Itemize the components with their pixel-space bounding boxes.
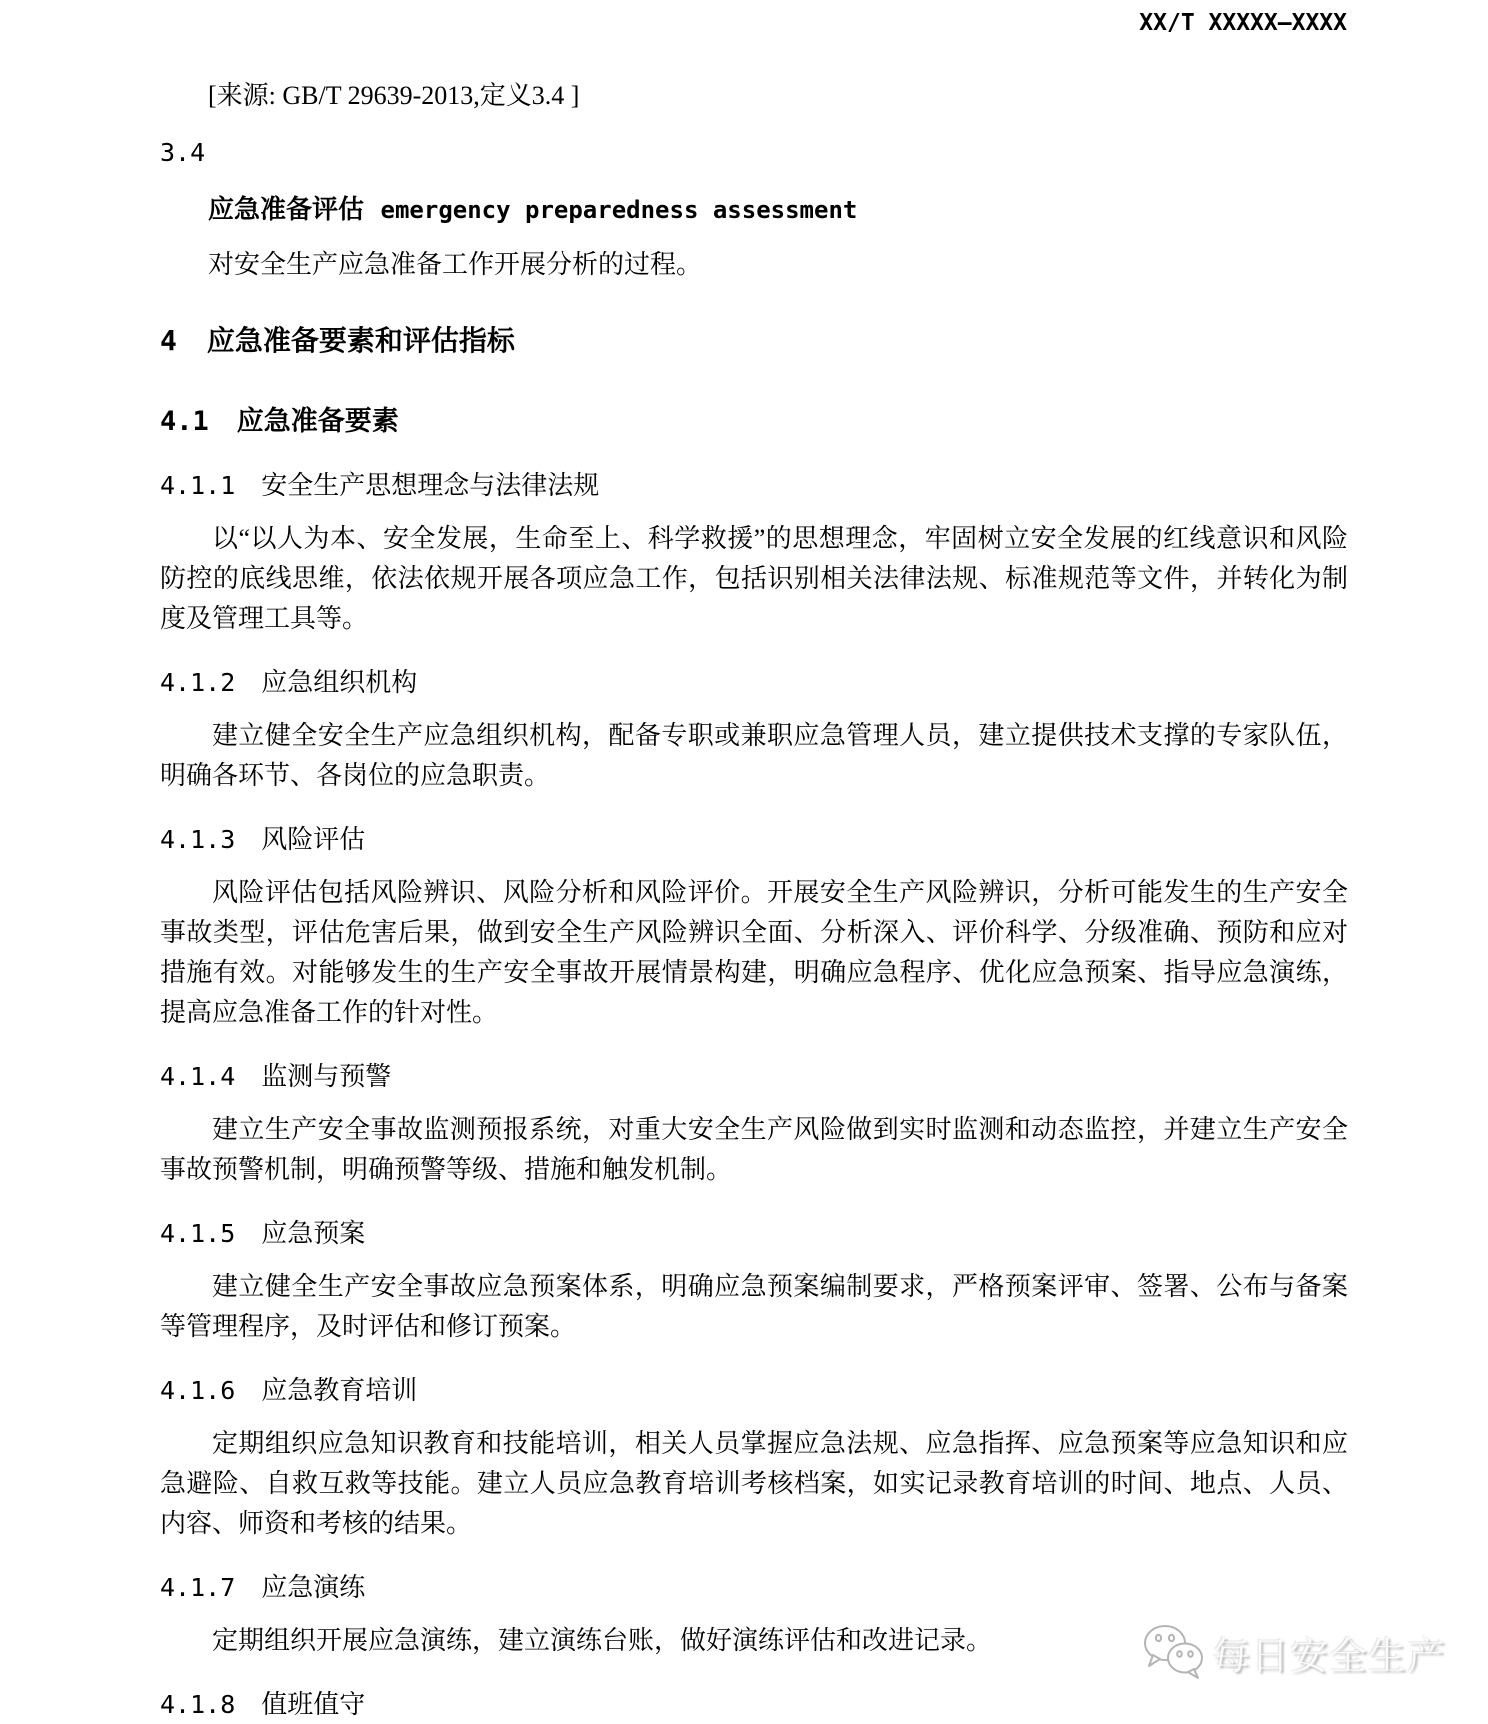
document-content <box>160 0 1348 1724</box>
clause-4-1-2 <box>160 663 1348 796</box>
clause-4-1-5 <box>160 1214 1348 1347</box>
section-title: 应急准备要素 <box>236 406 399 436</box>
clause-title: 应急预案 <box>261 1219 366 1248</box>
clause-heading <box>160 820 1348 860</box>
chapter-title: 应急准备要素和评估指标 <box>206 326 515 357</box>
source-note: [来源: GB/T 29639-2013,定义3.4 ] <box>208 81 580 110</box>
term-en: emergency preparedness assessment <box>380 196 858 224</box>
clause-heading <box>160 1568 1348 1608</box>
term-number: 3.4 <box>160 138 206 167</box>
clause-number: 4.1.6 <box>160 1376 236 1405</box>
clause-number: 4.1.1 <box>160 471 236 500</box>
clause-4-1-8 <box>160 1685 1348 1724</box>
clause-title: 风险评估 <box>261 825 366 854</box>
clause-body: 定期组织应急知识教育和技能培训，相关人员掌握应急法规、应急指挥、应急预案等应急知识和应急避险、自救互救等技能。建立人员应急教育培训考核档案，如实记录教育培训的时间、地点、人员、内容、师资和考核的结果。 <box>160 1429 1348 1538</box>
clause-body: 以“以人为本、安全发展，生命至上、科学救援”的思想理念，牢固树立安全发展的红线意识和风险防控的底线思维，依法依规开展各项应急工作，包括识别相关法律法规、标准规范等文件，并转化为制度及管理工具等。 <box>160 524 1348 633</box>
clause-4-1-3 <box>160 820 1348 1033</box>
term-line <box>160 190 1348 230</box>
clause-4-1-1 <box>160 466 1348 639</box>
clause-body: 建立健全安全生产应急组织机构，配备专职或兼职应急管理人员，建立提供技术支撑的专家队伍，明确各环节、各岗位的应急职责。 <box>160 721 1348 790</box>
watermark <box>1142 1622 1446 1682</box>
clause-title: 监测与预警 <box>261 1062 392 1091</box>
clause-title: 应急教育培训 <box>261 1376 418 1405</box>
clause-body: 建立健全生产安全事故应急预案体系，明确应急预案编制要求，严格预案评审、签署、公布与备案等管理程序，及时评估和修订预案。 <box>160 1272 1348 1341</box>
clause-body: 定期组织开展应急演练，建立演练台账，做好演练评估和改进记录。 <box>212 1626 993 1655</box>
clause-title: 安全生产思想理念与法律法规 <box>261 471 600 500</box>
clause-heading <box>160 663 1348 703</box>
clause-heading <box>160 1057 1348 1097</box>
term-zh: 应急准备评估 <box>208 195 365 224</box>
clause-number: 4.1.2 <box>160 668 236 697</box>
clause-4-1-4 <box>160 1057 1348 1190</box>
clause-number: 4.1.8 <box>160 1690 236 1719</box>
clause-heading <box>160 1685 1348 1724</box>
clause-number: 4.1.4 <box>160 1062 236 1091</box>
wechat-icon <box>1142 1622 1206 1682</box>
clause-number: 4.1.5 <box>160 1219 236 1248</box>
section-number: 4.1 <box>160 406 209 437</box>
clause-title: 应急演练 <box>261 1573 366 1602</box>
clause-number: 4.1.3 <box>160 825 236 854</box>
watermark-text: 每日安全生产 <box>1212 1635 1447 1678</box>
term-definition: 对安全生产应急准备工作开展分析的过程。 <box>208 250 703 279</box>
chapter-heading <box>160 321 1348 362</box>
clause-title: 应急组织机构 <box>261 668 418 697</box>
standard-code: XX/T XXXXX—XXXX <box>1139 10 1347 36</box>
clause-body: 风险评估包括风险辨识、风险分析和风险评价。开展安全生产风险辨识，分析可能发生的生产安全事故类型，评估危害后果，做到安全生产风险辨识全面、分析深入、评价科学、分级准确、预防和应对措施有效。对能够发生的生产安全事故开展情景构建，明确应急程序、优化应急预案、指导应急演练，提高应急准备工作的针对性。 <box>160 878 1348 1027</box>
clause-4-1-6 <box>160 1371 1348 1544</box>
chapter-number: 4 <box>160 324 177 357</box>
clause-heading <box>160 1214 1348 1254</box>
clause-heading <box>160 1371 1348 1411</box>
clause-number: 4.1.7 <box>160 1573 236 1602</box>
section-heading <box>160 401 1348 442</box>
clause-body: 建立生产安全事故监测预报系统，对重大安全生产风险做到实时监测和动态监控，并建立生产安全事故预警机制，明确预警等级、措施和触发机制。 <box>160 1115 1348 1184</box>
clause-title: 值班值守 <box>261 1690 366 1719</box>
clause-heading <box>160 466 1348 506</box>
